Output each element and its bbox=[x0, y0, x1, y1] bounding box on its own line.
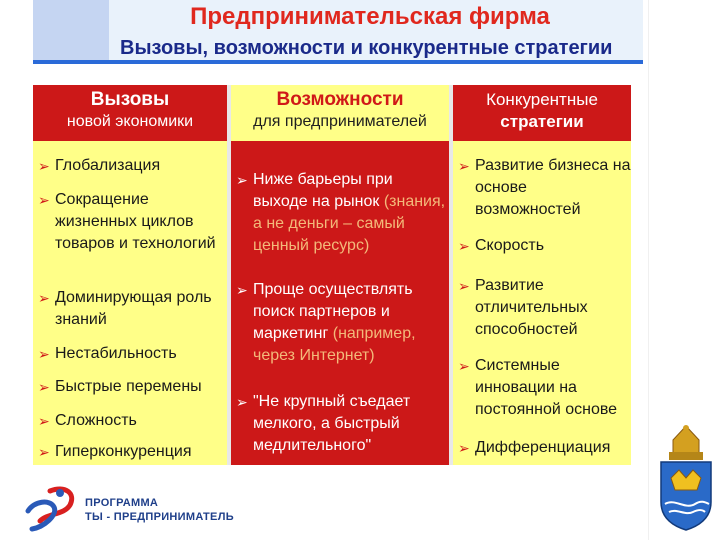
column-body bbox=[33, 141, 227, 465]
list-item bbox=[33, 343, 227, 365]
arrow-bullet-icon: ➢ bbox=[38, 192, 50, 208]
right-divider bbox=[648, 0, 649, 540]
arrow-bullet-icon: ➢ bbox=[38, 413, 50, 429]
list-item-text: "Не крупный съедает мелкого, а быстрый медлительного" bbox=[253, 393, 411, 454]
list-item-text: Нестабильность bbox=[55, 345, 177, 362]
list-item-text: Глобализация bbox=[55, 157, 161, 174]
arrow-bullet-icon: ➢ bbox=[458, 278, 470, 294]
arrow-bullet-icon: ➢ bbox=[458, 358, 470, 374]
list-item-text: Дифференциация bbox=[475, 439, 611, 456]
list-item bbox=[33, 376, 227, 398]
column-header bbox=[453, 85, 631, 141]
arrow-bullet-icon: ➢ bbox=[458, 158, 470, 174]
item-main-text: Проще осуществлять поиск партнеров и маркетинг bbox=[253, 281, 413, 342]
arrow-bullet-icon: ➢ bbox=[236, 394, 248, 410]
list-item-text: Сокращение жизненных циклов товаров и технологий bbox=[55, 191, 216, 252]
column-subheading: стратегии bbox=[500, 112, 584, 131]
column-opportunities bbox=[231, 85, 449, 465]
list-item-text: Скорость bbox=[475, 237, 545, 254]
list-item bbox=[33, 155, 227, 177]
header-rule bbox=[33, 60, 643, 64]
list-item-text: Гиперконкуренция bbox=[55, 443, 192, 460]
arrow-bullet-icon: ➢ bbox=[38, 158, 50, 174]
column-subheading: для предпринимателей bbox=[253, 113, 427, 130]
list-item-text: Развитие отличительных способностей bbox=[475, 277, 588, 338]
list-item-text: Системные инновации на постоянной основе bbox=[475, 357, 618, 418]
program-caption bbox=[85, 496, 234, 524]
list-item-text bbox=[253, 169, 449, 257]
list-item bbox=[33, 441, 227, 463]
list-item-text: Быстрые перемены bbox=[55, 378, 202, 395]
arrow-bullet-icon: ➢ bbox=[236, 282, 248, 298]
arrow-bullet-icon: ➢ bbox=[38, 346, 50, 362]
coat-of-arms-icon bbox=[655, 420, 717, 532]
column-heading: Вызовы bbox=[90, 89, 170, 110]
list-item bbox=[231, 169, 449, 257]
column-header bbox=[33, 85, 227, 141]
column-heading: Возможности bbox=[276, 89, 404, 110]
column-heading: Конкурентные bbox=[486, 90, 598, 109]
list-item bbox=[231, 391, 449, 457]
program-logo-icon bbox=[20, 483, 80, 533]
list-item-text bbox=[253, 279, 449, 367]
item-main-text: Ниже барьеры при выходе на рынок bbox=[253, 171, 393, 210]
list-item bbox=[453, 355, 631, 421]
list-item-text: Развитие бизнеса на основе возможностей bbox=[475, 157, 631, 218]
column-challenges bbox=[33, 85, 227, 465]
item-note: (знания, а не деньги – самый ценный ресурс) bbox=[253, 193, 446, 254]
list-item bbox=[33, 410, 227, 432]
column-subheading: новой экономики bbox=[66, 113, 194, 130]
program-line-1: ПРОГРАММА bbox=[85, 497, 159, 509]
header-left-block bbox=[33, 0, 109, 62]
item-note: (например, через Интернет) bbox=[253, 325, 416, 364]
arrow-bullet-icon: ➢ bbox=[458, 440, 470, 456]
list-item bbox=[231, 279, 449, 367]
strategy-table bbox=[33, 85, 631, 465]
arrow-bullet-icon: ➢ bbox=[38, 379, 50, 395]
list-item bbox=[453, 275, 631, 341]
list-item bbox=[453, 155, 631, 221]
list-item bbox=[33, 287, 227, 331]
list-item bbox=[33, 189, 227, 255]
column-header bbox=[231, 85, 449, 141]
list-item-text: Доминирующая роль знаний bbox=[55, 289, 212, 328]
program-line-2: ТЫ - ПРЕДПРИНИМАТЕЛЬ bbox=[85, 511, 234, 523]
arrow-bullet-icon: ➢ bbox=[38, 290, 50, 306]
list-item bbox=[453, 437, 631, 459]
list-item-text: Сложность bbox=[55, 412, 137, 429]
arrow-bullet-icon: ➢ bbox=[236, 172, 248, 188]
column-strategies bbox=[453, 85, 631, 465]
list-item bbox=[453, 235, 631, 257]
page-subtitle: Вызовы, возможности и конкурентные стратегии bbox=[120, 37, 613, 59]
column-body bbox=[453, 141, 631, 465]
page-title: Предпринимательская фирма bbox=[190, 3, 550, 30]
arrow-bullet-icon: ➢ bbox=[458, 238, 470, 254]
column-body bbox=[231, 141, 449, 465]
arrow-bullet-icon: ➢ bbox=[38, 444, 50, 460]
